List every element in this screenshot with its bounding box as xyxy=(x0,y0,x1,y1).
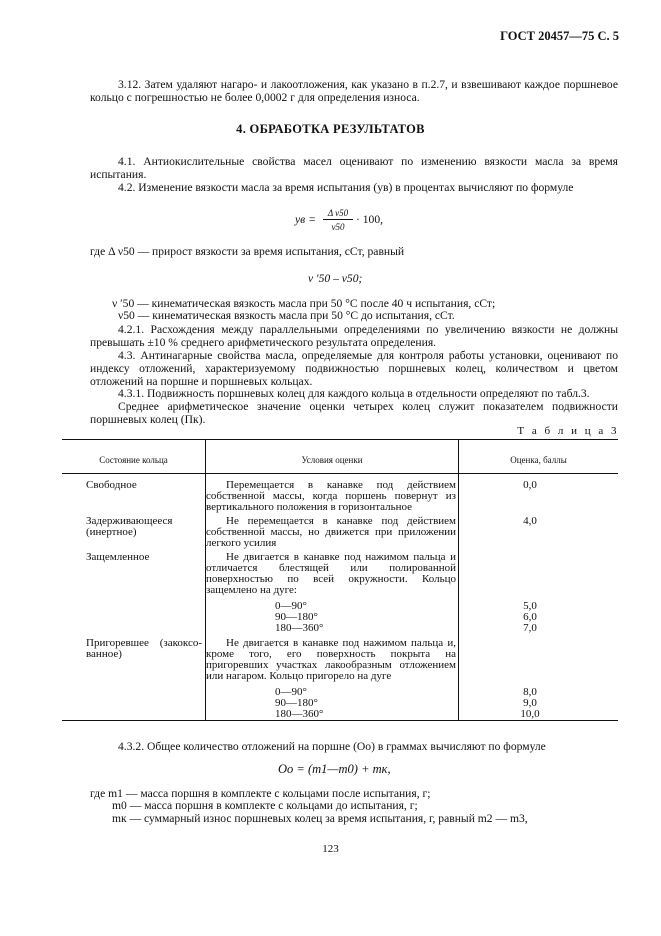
table-row-3-score-1: 5,0 xyxy=(523,600,537,612)
table-row-4-condition: Не двигается в канавке под нажимом пальца и, кроме того, его поверхность покрыта на пригоревших участках лакообразным отложением или нагаром. Кольцо пригорело на дуге xyxy=(206,637,456,682)
table-row-4-state: Пригоревшее (закоксо-ванное) xyxy=(86,637,202,660)
table-row-2-state: Задерживающееся (инертное) xyxy=(86,515,173,538)
table-row-4-score-1: 8,0 xyxy=(523,686,537,698)
table-row-1-condition: Перемещается в канавке под действием собственной массы, когда поршень повернут из вертикального положения в горизонтальное xyxy=(206,479,456,513)
table-row-2-condition: Не перемещается в канавке под действием собственной массы, но движется при приложении легкого усилия xyxy=(206,515,456,549)
paragraph-4-2-1: 4.2.1. Расхождения между параллельными определениями по увеличению вязкости не должны превышать ±10 % среднего арифметического результата определения. xyxy=(90,323,618,349)
formula-1-fraction xyxy=(323,208,353,232)
page-header: ГОСТ 20457—75 С. 5 xyxy=(500,29,619,43)
table-caption: Т а б л и ц а 3 xyxy=(517,425,619,437)
paragraph-4-3-1: 4.3.1. Подвижность поршневых колец для каждого кольца в отдельности определяют по табл.3. xyxy=(118,387,590,400)
table-bottom-border xyxy=(62,720,618,721)
table-row-3-state: Защемленное xyxy=(86,551,150,563)
table-top-border xyxy=(62,439,618,440)
table-row-4-score-2: 9,0 xyxy=(523,697,537,709)
formula-1-lhs: yв = xyxy=(295,213,316,226)
table-row-4-score-3: 10,0 xyxy=(520,708,540,720)
formula-1-numerator: Δ ν50 xyxy=(323,208,353,220)
table-row-4-range-2: 90—180° xyxy=(275,697,318,709)
table-row-3-range-3: 180—360° xyxy=(275,622,324,634)
table-row-4-range-1: 0—90° xyxy=(275,686,307,698)
formula-1-denominator: ν50 xyxy=(331,222,345,232)
table-header-score: Оценка, баллы xyxy=(510,455,567,465)
definition-m1: где m1 — масса поршня в комплекте с кольцами после испытания, г; xyxy=(90,787,431,800)
paragraph-4-3: 4.3. Антинагарные свойства масла, определяемые для контроля работы установки, оценивают по индексу отложений, характеризуемому подвижностью поршневых колец, количеством и цветом отложений на поршне и поршневых кольцах. xyxy=(90,349,618,388)
table-row-3-condition: Не двигается в канавке под нажимом пальца и отличается блестящей или полированной поверхностью по всей окружности. Кольцо защемлено на дуге: xyxy=(206,551,456,596)
table-row-3-score-3: 7,0 xyxy=(523,622,537,634)
table-header-conditions: Условия оценки xyxy=(301,455,363,465)
definition-m0: m0 — масса поршня в комплекте с кольцами до испытания, г; xyxy=(112,799,418,812)
formula-3: Oо = (m1—m0) + mк, xyxy=(278,762,391,776)
paragraph-4-1: 4.1. Антиокислительные свойства масел оценивают по изменению вязкости масла за время испытания. xyxy=(90,155,618,181)
table-row-3-range-1: 0—90° xyxy=(275,600,307,612)
table-row-3-score-2: 6,0 xyxy=(523,611,537,623)
paragraph-4-2: 4.2. Изменение вязкости масла за время испытания (yв) в процентах вычисляют по формуле xyxy=(118,181,574,194)
paragraph-3-12: 3.12. Затем удаляют нагаро- и лакоотложения, как указано в п.2.7, и взвешивают каждое поршневое кольцо с погрешностью не более 0,0002 г для определения износа. xyxy=(90,78,618,104)
definition-v50-prime: ν ′50 — кинематическая вязкость масла при 50 °С после 40 ч испытания, сСт; xyxy=(112,297,496,310)
paragraph-4-3-2: 4.3.2. Общее количество отложений на поршне (Oо) в граммах вычисляют по формуле xyxy=(118,740,546,753)
formula-1-rhs: · 100, xyxy=(356,213,384,226)
table-row-3-range-2: 90—180° xyxy=(275,611,318,623)
table-row-2-score: 4,0 xyxy=(523,515,537,527)
where-definition-1: где Δ ν50 — прирост вязкости за время испытания, сСт, равный xyxy=(90,245,405,258)
definition-mk: mк — суммарный износ поршневых колец за время испытания, г, равный m2 — m3, xyxy=(112,812,528,825)
table-header-border xyxy=(62,473,618,474)
section-title: 4. ОБРАБОТКА РЕЗУЛЬТАТОВ xyxy=(236,122,425,136)
table-header-state: Состояние кольца xyxy=(99,455,168,465)
paragraph-4-3-1-b: Среднее арифметическое значение оценки четырех колец служит показателем подвижности поршневых колец (Пк). xyxy=(90,400,618,426)
table-row-1-score: 0,0 xyxy=(523,479,537,491)
page-number: 123 xyxy=(322,843,339,855)
definition-v50: ν50 — кинематическая вязкость масла при 50 °С до испытания, сСт. xyxy=(118,309,455,322)
formula-2: ν ′50 – ν50; xyxy=(308,272,363,285)
table-row-1-state: Свободное xyxy=(86,479,137,491)
table-row-4-range-3: 180—360° xyxy=(275,708,324,720)
